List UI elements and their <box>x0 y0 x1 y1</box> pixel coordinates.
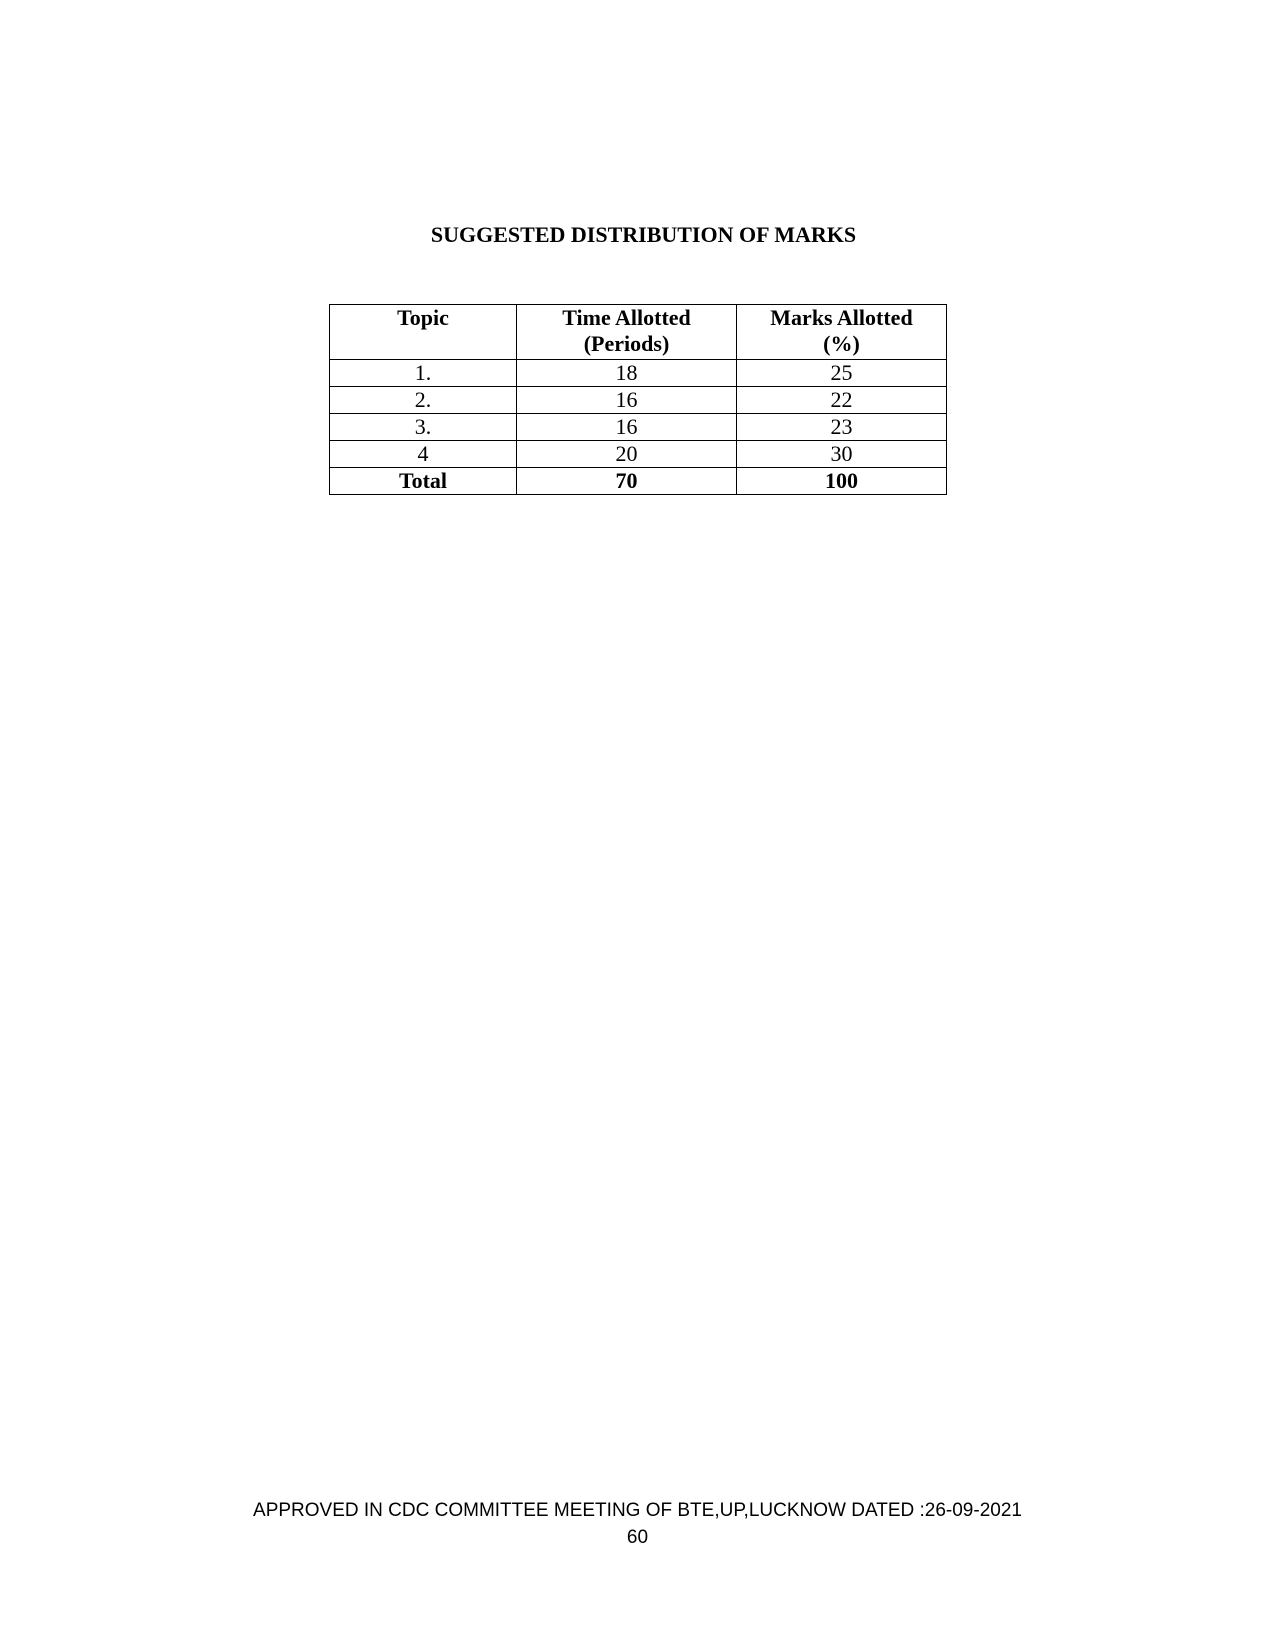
header-topic <box>330 305 517 360</box>
cell-marks: 30 <box>737 441 947 468</box>
cell-marks: 23 <box>737 414 947 441</box>
marks-distribution-table <box>329 304 947 495</box>
cell-time: 20 <box>517 441 737 468</box>
total-label: Total <box>330 468 517 495</box>
cell-topic: 2. <box>330 387 517 414</box>
cell-time: 16 <box>517 387 737 414</box>
cell-marks: 25 <box>737 360 947 387</box>
page-title: SUGGESTED DISTRIBUTION OF MARKS <box>430 222 857 247</box>
cell-marks: 22 <box>737 387 947 414</box>
total-marks: 100 <box>737 468 947 495</box>
table-row <box>330 441 947 468</box>
table-row <box>330 387 947 414</box>
table-header-row <box>330 305 947 360</box>
header-marks-label: Marks Allotted <box>770 305 913 330</box>
table-row <box>330 360 947 387</box>
header-topic-label: Topic <box>397 305 449 330</box>
cell-time: 18 <box>517 360 737 387</box>
header-marks-unit: (%) <box>823 331 860 356</box>
page-footer <box>0 1497 1275 1551</box>
header-time-label: Time Allotted <box>562 305 691 330</box>
approval-note: APPROVED IN CDC COMMITTEE MEETING OF BTE,UP,LUCKNOW DATED :26-09-2021 <box>253 1500 1022 1521</box>
cell-time: 16 <box>517 414 737 441</box>
total-time: 70 <box>517 468 737 495</box>
table-row <box>330 414 947 441</box>
cell-topic: 4 <box>330 441 517 468</box>
table-total-row <box>330 468 947 495</box>
cell-topic: 1. <box>330 360 517 387</box>
header-time-unit: (Periods) <box>583 331 670 356</box>
header-marks-allotted <box>737 305 947 360</box>
page-number: 60 <box>626 1527 649 1548</box>
header-time-allotted <box>517 305 737 360</box>
cell-topic: 3. <box>330 414 517 441</box>
